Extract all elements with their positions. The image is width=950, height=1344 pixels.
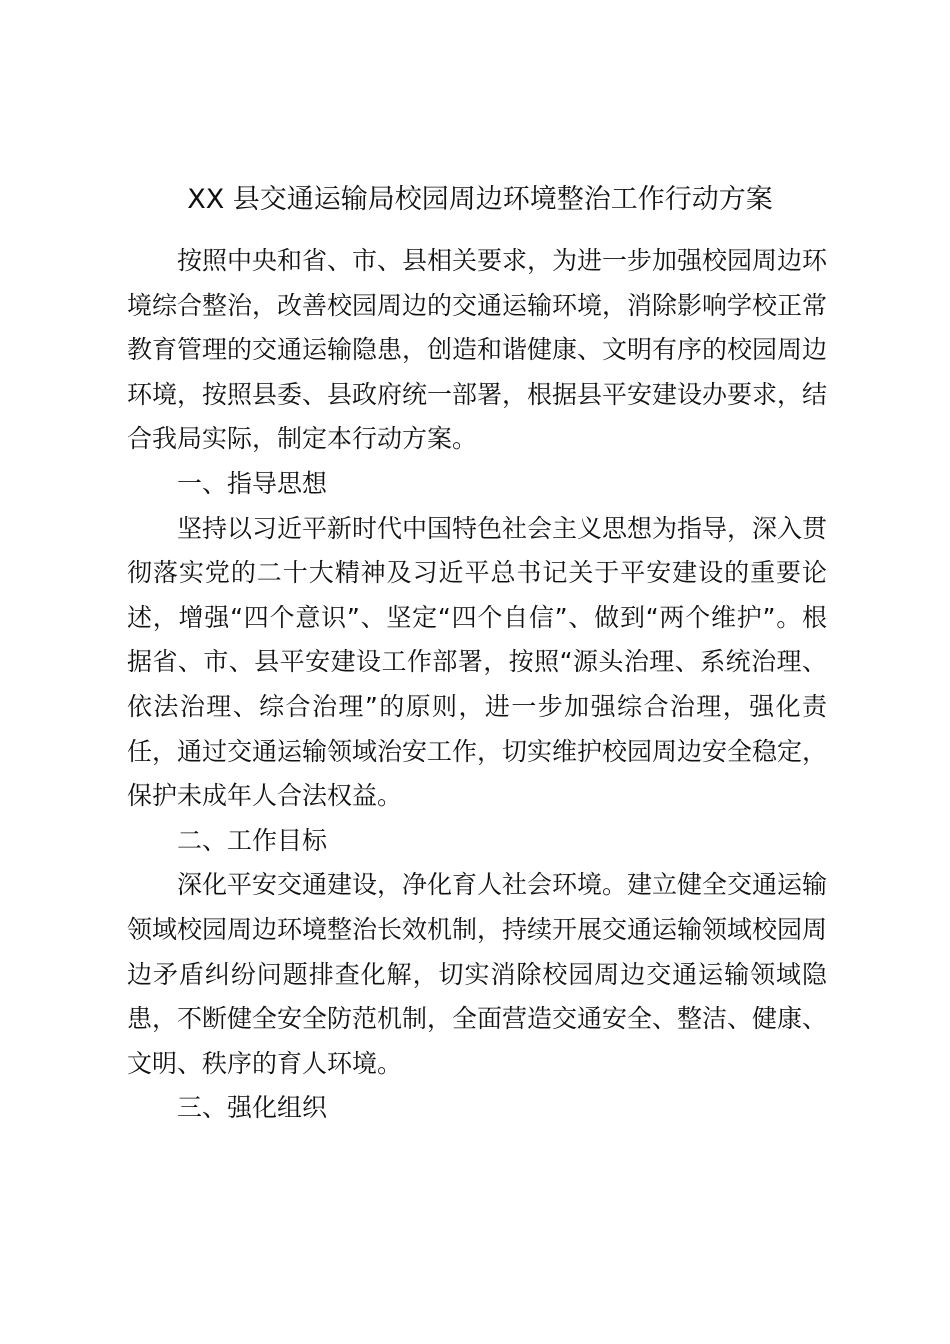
section-body-work-goals: 深化平安交通建设，净化育人社会环境。建立健全交通运输领域校园周边环境整治长效机制，持续开展交通运输领域校园周边矛盾纠纷问题排查化解，切实消除校园周边交通运输领域隐患，不断健全安全防范机制，全面营造交通安全、整洁、健康、文明、秩序的育人环境。 [127,870,828,1078]
section-heading-work-goals: 二、工作目标 [177,825,328,855]
document-title: XX 县交通运输局校园周边环境整治工作行动方案 [187,184,773,215]
section-heading-organization: 三、强化组织 [177,1093,328,1123]
intro-paragraph: 按照中央和省、市、县相关要求，为进一步加强校园周边环境综合整治，改善校园周边的交通运输环境，消除影响学校正常教育管理的交通运输隐患，创造和谐健康、文明有序的校园周边环境，按照县委、县政府统一部署，根据县平安建设办要求，结合我局实际，制定本行动方案。 [127,246,828,454]
document-body [127,239,827,1131]
section-heading-guiding-ideology: 一、指导思想 [177,468,328,498]
section-body-guiding-ideology: 坚持以习近平新时代中国特色社会主义思想为指导，深入贯彻落实党的二十大精神及习近平总书记关于平安建设的重要论述，增强“四个意识”、坚定“四个自信”、做到“两个维护”。根据省、市、县平安建设工作部署，按照“源头治理、系统治理、依法治理、综合治理”的原则，进一步加强综合治理，强化责任，通过交通运输领域治安工作，切实维护校园周边安全稳定，保护未成年人合法权益。 [127,513,828,811]
